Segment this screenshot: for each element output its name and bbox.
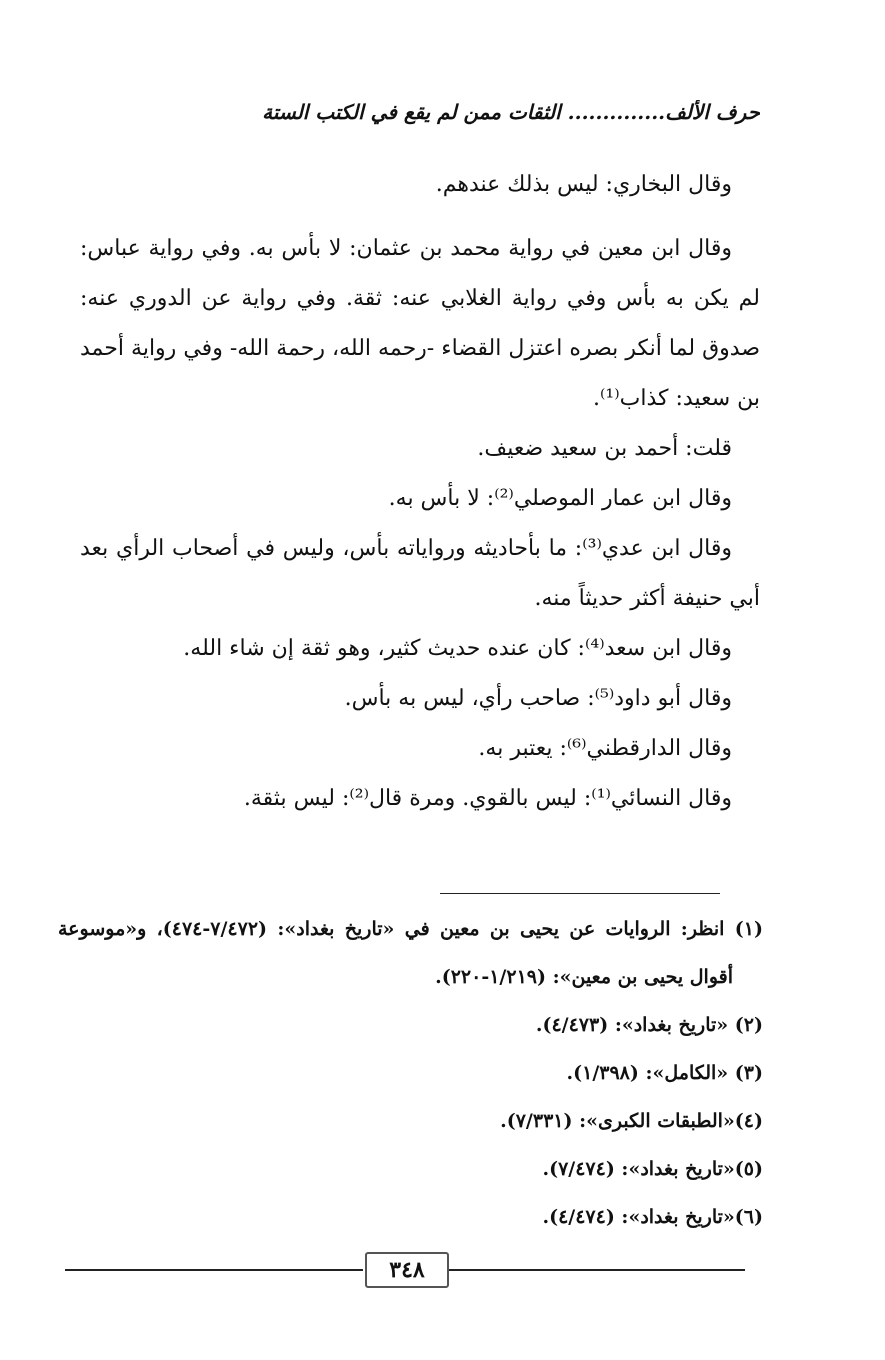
footnote: (١) انظر: الروايات عن يحيى بن معين في «تاريخ بغداد»: (٧/٤٧٢-٤٧٤)، و«موسوعة أقوال يحيى بن معين»: (١/٢١٩-٢٢٠). <box>58 918 763 988</box>
footnote-divider <box>440 893 720 894</box>
footnote: (٥)«تاريخ بغداد»: (٧/٤٧٤). <box>542 1158 763 1180</box>
page-number: ٣٤٨ <box>365 1252 449 1288</box>
paragraph: وقال ابن عدي⁽³⁾: ما بأحاديثه ورواياته بأس، وليس في أصحاب الرأي بعد أبي حنيفة أكثر حديثاً منه. <box>80 536 760 611</box>
paragraph: وقال البخاري: ليس بذلك عندهم. <box>435 172 732 197</box>
paragraph: وقال النسائي⁽¹⁾: ليس بالقوي. ومرة قال⁽²⁾: ليس بثقة. <box>243 786 732 811</box>
footnote: (٤)«الطبقات الكبرى»: (٧/٣٣١). <box>500 1110 763 1132</box>
footnote: (٦)«تاريخ بغداد»: (٤/٤٧٤). <box>542 1206 763 1228</box>
running-header: حرف الألف.............. الثقات ممن لم يقع في الكتب الستة <box>262 100 760 124</box>
paragraph: وقال ابن سعد⁽⁴⁾: كان عنده حديث كثير، وهو ثقة إن شاء الله. <box>183 636 732 661</box>
paragraph: قلت: أحمد بن سعيد ضعيف. <box>477 436 732 461</box>
footer-rule-left <box>65 1269 363 1271</box>
main-text <box>80 160 760 824</box>
paragraph: وقال أبو داود⁽⁵⁾: صاحب رأي، ليس به بأس. <box>344 686 732 711</box>
footnote: (٢) «تاريخ بغداد»: (٤/٤٧٣). <box>535 1014 763 1036</box>
footer-rule-right <box>447 1269 745 1271</box>
footnotes <box>58 905 763 1241</box>
page-footer <box>65 1252 745 1288</box>
paragraph: وقال ابن معين في رواية محمد بن عثمان: لا بأس به. وفي رواية عباس: لم يكن به بأس وفي رواية الغلابي عنه: ثقة. وفي رواية عن الدوري عنه: صدوق لما أنكر بصره اعتزل القضاء -رحمه الله، رحمة الله- وفي رواية أحمد بن سعيد: كذاب⁽¹⁾. <box>80 236 760 411</box>
footnote: (٣) «الكامل»: (١/٣٩٨). <box>566 1062 763 1084</box>
paragraph: وقال ابن عمار الموصلي⁽²⁾: لا بأس به. <box>388 486 732 511</box>
paragraph: وقال الدارقطني⁽⁶⁾: يعتبر به. <box>478 736 732 761</box>
